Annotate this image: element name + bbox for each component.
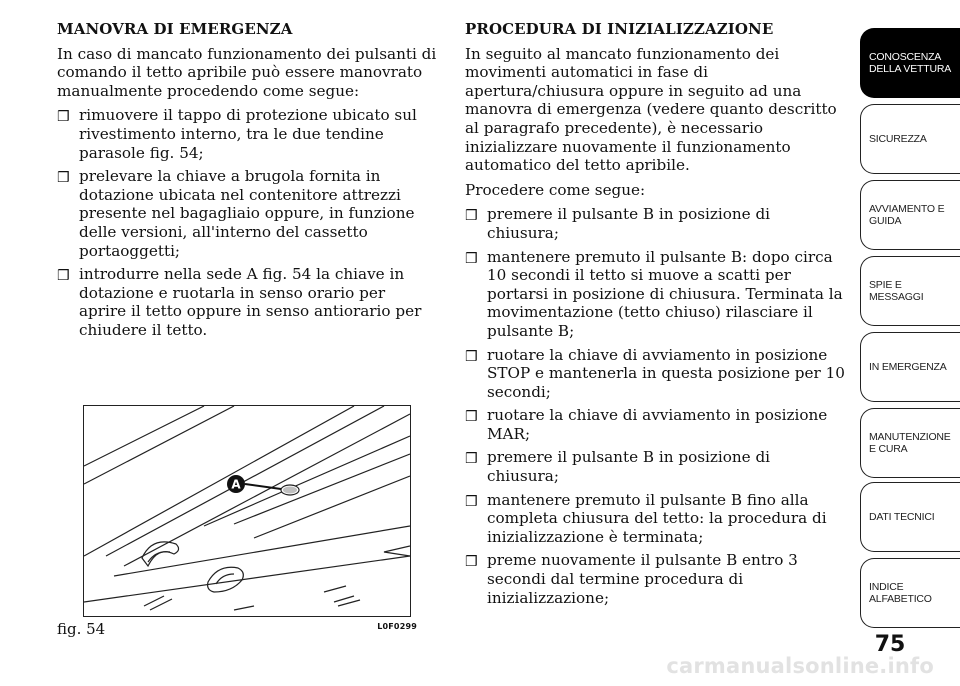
section-heading-emergency: MANOVRA DI EMERGENZA — [57, 20, 293, 38]
sunroof-drawing — [84, 406, 410, 616]
list-item: ❒ preme nuovamente il pulsante B entro 3 secondi dal termine procedura di inizializzazione; — [465, 551, 798, 607]
checkbox-bullet-icon: ❒ — [465, 348, 478, 365]
left-column — [57, 20, 437, 345]
initialization-intro: In seguito al mancato funzionamento dei movimenti automatici in fase di apertura/chiusura oppure in seguito ad una manovra di emergenza (vedere quanto descritto al paragrafo precedente), è necessario inizializzare nuovamente il funzionamento automatico del tetto apribile. — [465, 44, 837, 175]
checkbox-bullet-icon: ❒ — [465, 493, 478, 510]
checkbox-bullet-icon: ❒ — [465, 554, 478, 571]
tab-conoscenza-della-vettura[interactable]: CONOSCENZA DELLA VETTURA — [860, 28, 960, 98]
tab-manutenzione-e-cura[interactable]: MANUTENZIONE E CURA — [860, 408, 960, 478]
section-heading-initialization: PROCEDURA DI INIZIALIZZAZIONE — [465, 20, 774, 38]
checkbox-bullet-icon: ❒ — [465, 451, 478, 468]
tab-dati-tecnici[interactable]: DATI TECNICI — [860, 482, 960, 552]
figure-code: L0F0299 — [377, 622, 417, 631]
initialization-steps — [465, 205, 845, 607]
list-item: ❒ prelevare la chiave a brugola fornita in dotazione ubicata nel contenitore attrezzi presente nel bagagliaio oppure, in funzione delle versioni, all'interno del cassetto portaoggetti; — [57, 167, 415, 260]
tab-avviamento-e-guida[interactable]: AVVIAMENTO E GUIDA — [860, 180, 960, 250]
list-item: ❒ ruotare la chiave di avviamento in posizione STOP e mantenerla in questa posizione per 10 secondi; — [465, 345, 845, 401]
figure-number: fig. 54 — [57, 620, 106, 638]
tab-spie-e-messaggi[interactable]: SPIE E MESSAGGI — [860, 256, 960, 326]
chapter-sidebar — [860, 0, 960, 640]
checkbox-bullet-icon: ❒ — [465, 250, 478, 267]
list-item: ❒ rimuovere il tappo di protezione ubicato sul rivestimento interno, tra le due tendine parasole fig. 54; — [57, 106, 417, 162]
figure-caption — [57, 620, 417, 638]
checkbox-bullet-icon: ❒ — [57, 109, 70, 126]
list-item: ❒ mantenere premuto il pulsante B fino alla completa chiusura del tetto: la procedura di inizializzazione è terminata; — [465, 490, 827, 546]
roof-illustration — [83, 405, 411, 617]
tab-in-emergenza[interactable]: IN EMERGENZA — [860, 332, 960, 402]
right-column — [465, 20, 845, 612]
watermark: carmanualsonline.info — [666, 654, 934, 678]
emergency-steps — [57, 106, 437, 339]
list-item: ❒ ruotare la chiave di avviamento in posizione MAR; — [465, 406, 828, 443]
list-item: ❒ mantenere premuto il pulsante B: dopo circa 10 secondi il tetto si muove a scatti per portarsi in posizione di chiusura. Terminata la movimentazione (tetto chiuso) rilasciare il pulsante B; — [465, 247, 843, 340]
initialization-lead: Procedere come segue: — [465, 180, 646, 199]
emergency-intro: In caso di mancato funzionamento dei pulsanti di comando il tetto apribile può essere manovrato manualmente procedendo come segue: — [57, 44, 437, 100]
list-item: ❒ premere il pulsante B in posizione di chiusura; — [465, 205, 771, 242]
checkbox-bullet-icon: ❒ — [465, 409, 478, 426]
list-item: ❒ premere il pulsante B in posizione di chiusura; — [465, 448, 771, 486]
checkbox-bullet-icon: ❒ — [57, 268, 70, 285]
tab-sicurezza[interactable]: SICUREZZA — [860, 104, 960, 174]
callout-label: A — [231, 477, 241, 492]
checkbox-bullet-icon: ❒ — [465, 208, 478, 225]
page-number: 75 — [874, 632, 906, 657]
tab-indice-alfabetico[interactable]: INDICE ALFABETICO — [860, 558, 960, 628]
checkbox-bullet-icon: ❒ — [57, 170, 70, 187]
list-item: ❒ introdurre nella sede A fig. 54 la chiave in dotazione e ruotarla in senso orario per aprire il tetto oppure in senso antiorario per chiudere il tetto. — [57, 265, 422, 339]
